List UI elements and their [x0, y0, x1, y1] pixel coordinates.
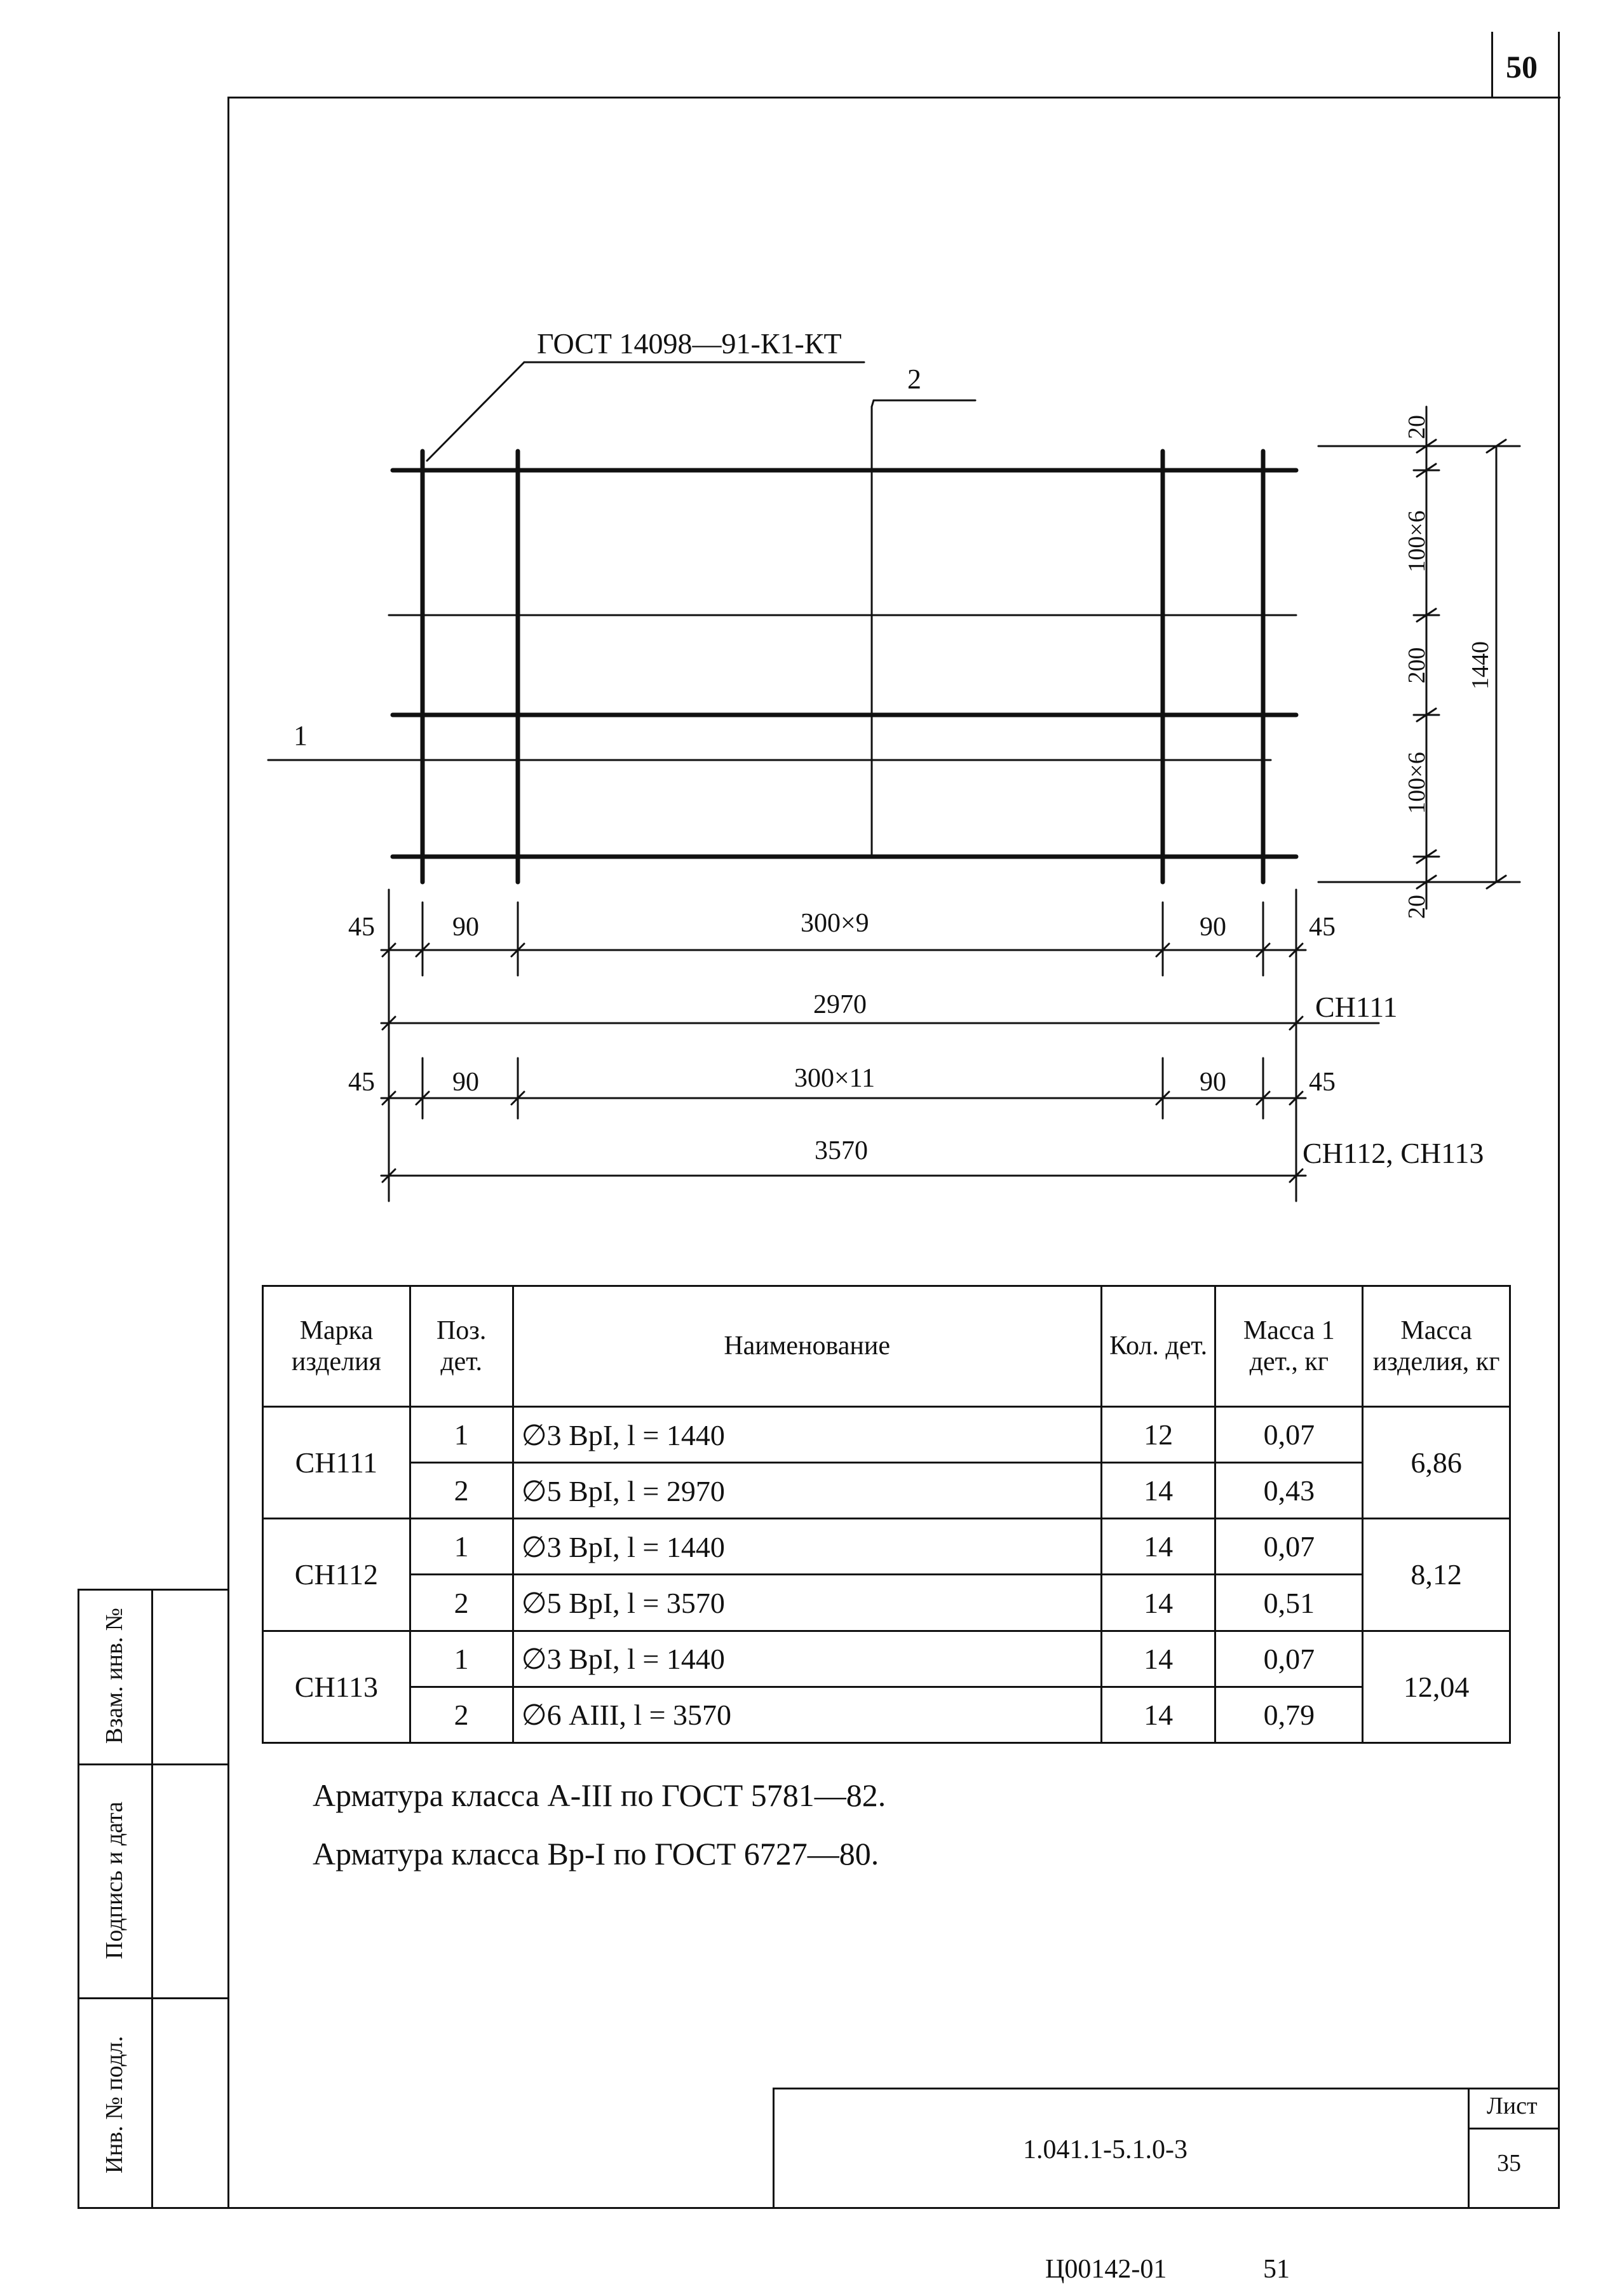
cell-mark: СН112 — [263, 1519, 410, 1631]
stamp-podpis: Подпись и дата — [101, 1801, 128, 1960]
position-2-label: 2 — [907, 363, 921, 395]
cell-mass: 0,51 — [1215, 1575, 1363, 1631]
cell-qty: 14 — [1101, 1631, 1215, 1687]
cell-mass: 0,07 — [1215, 1631, 1363, 1687]
cell-mass: 0,07 — [1215, 1407, 1363, 1463]
dim-row2-mid: 300×11 — [794, 1064, 876, 1093]
dim-top-20: 20 — [1404, 415, 1430, 439]
mark-row2: СН112, СН113 — [1303, 1137, 1484, 1169]
header-pos: Поз. дет. — [410, 1286, 513, 1407]
document-code: 1.041.1-5.1.0-3 — [1023, 2135, 1188, 2164]
cell-qty: 14 — [1101, 1463, 1215, 1519]
dim-row1-total: 2970 — [813, 990, 867, 1019]
footer-number: 51 — [1263, 2255, 1290, 2284]
dim-100x6-top: 100×6 — [1404, 510, 1430, 573]
cell-mass-total: 12,04 — [1363, 1631, 1510, 1742]
stamp-inv: Инв. № подл. — [101, 2035, 128, 2174]
header-mark: Марка изделия — [263, 1286, 410, 1407]
dim-row1-b: 90 — [1200, 913, 1226, 942]
specification-table — [262, 1285, 1511, 1744]
table-row — [263, 1631, 1510, 1687]
table-row — [263, 1687, 1510, 1742]
cell-name: ∅3 ВрI, l = 1440 — [513, 1407, 1101, 1463]
dim-row1-left: 45 — [348, 913, 375, 942]
cell-mark: СН113 — [263, 1631, 410, 1742]
dim-row1-right: 45 — [1309, 913, 1336, 942]
dim-row2-right: 45 — [1309, 1068, 1336, 1097]
table-row — [263, 1519, 1510, 1575]
header-mass1: Масса 1 дет., кг — [1215, 1286, 1363, 1407]
note-vr1: Арматура класса Вр-I по ГОСТ 6727—80. — [313, 1836, 879, 1871]
dim-row1-mid: 300×9 — [801, 909, 869, 938]
cell-mass: 0,07 — [1215, 1519, 1363, 1575]
table-row — [263, 1407, 1510, 1463]
sheet-label: Лист — [1487, 2093, 1538, 2119]
dim-100x6-bottom: 100×6 — [1404, 752, 1430, 814]
cell-mark: СН111 — [263, 1407, 410, 1519]
table-row — [263, 1463, 1510, 1519]
mark-row1: СН111 — [1315, 991, 1398, 1023]
cell-pos: 2 — [410, 1575, 513, 1631]
cell-pos: 1 — [410, 1519, 513, 1575]
dim-row2-total: 3570 — [815, 1136, 868, 1165]
dim-row1-a: 90 — [452, 913, 479, 942]
header-name: Наименование — [513, 1286, 1101, 1407]
footer-code: Ц00142-01 — [1045, 2255, 1167, 2284]
dim-row2-b: 90 — [1200, 1068, 1226, 1097]
cell-qty: 14 — [1101, 1687, 1215, 1742]
dim-row2-left: 45 — [348, 1068, 375, 1097]
header-qty: Кол. дет. — [1101, 1286, 1215, 1407]
sheet-number: 35 — [1497, 2150, 1521, 2177]
cell-pos: 1 — [410, 1631, 513, 1687]
dim-200: 200 — [1404, 647, 1430, 684]
dim-total-1440: 1440 — [1467, 641, 1494, 689]
cell-name: ∅3 ВрI, l = 1440 — [513, 1519, 1101, 1575]
page-number: 50 — [1506, 49, 1538, 85]
cell-name: ∅5 ВрI, l = 3570 — [513, 1575, 1101, 1631]
cell-pos: 1 — [410, 1407, 513, 1463]
cell-name: ∅6 АIII, l = 3570 — [513, 1687, 1101, 1742]
gost-label: ГОСТ 14098—91-К1-КТ — [537, 327, 842, 360]
header-mass-total: Масса изделия, кг — [1363, 1286, 1510, 1407]
cell-mass: 0,43 — [1215, 1463, 1363, 1519]
cell-name: ∅5 ВрI, l = 2970 — [513, 1463, 1101, 1519]
cell-mass-total: 6,86 — [1363, 1407, 1510, 1519]
table-row — [263, 1575, 1510, 1631]
cell-name: ∅3 ВрI, l = 1440 — [513, 1631, 1101, 1687]
cell-qty: 12 — [1101, 1407, 1215, 1463]
cell-mass-total: 8,12 — [1363, 1519, 1510, 1631]
stamp-vzam: Взам. инв. № — [101, 1607, 128, 1744]
dim-row2-a: 90 — [452, 1068, 479, 1097]
note-a3: Арматура класса А-III по ГОСТ 5781—82. — [313, 1777, 886, 1813]
cell-pos: 2 — [410, 1687, 513, 1742]
cell-pos: 2 — [410, 1463, 513, 1519]
cell-qty: 14 — [1101, 1575, 1215, 1631]
cell-qty: 14 — [1101, 1519, 1215, 1575]
cell-mass: 0,79 — [1215, 1687, 1363, 1742]
dim-bottom-20: 20 — [1404, 895, 1430, 919]
position-1-label: 1 — [294, 720, 308, 751]
